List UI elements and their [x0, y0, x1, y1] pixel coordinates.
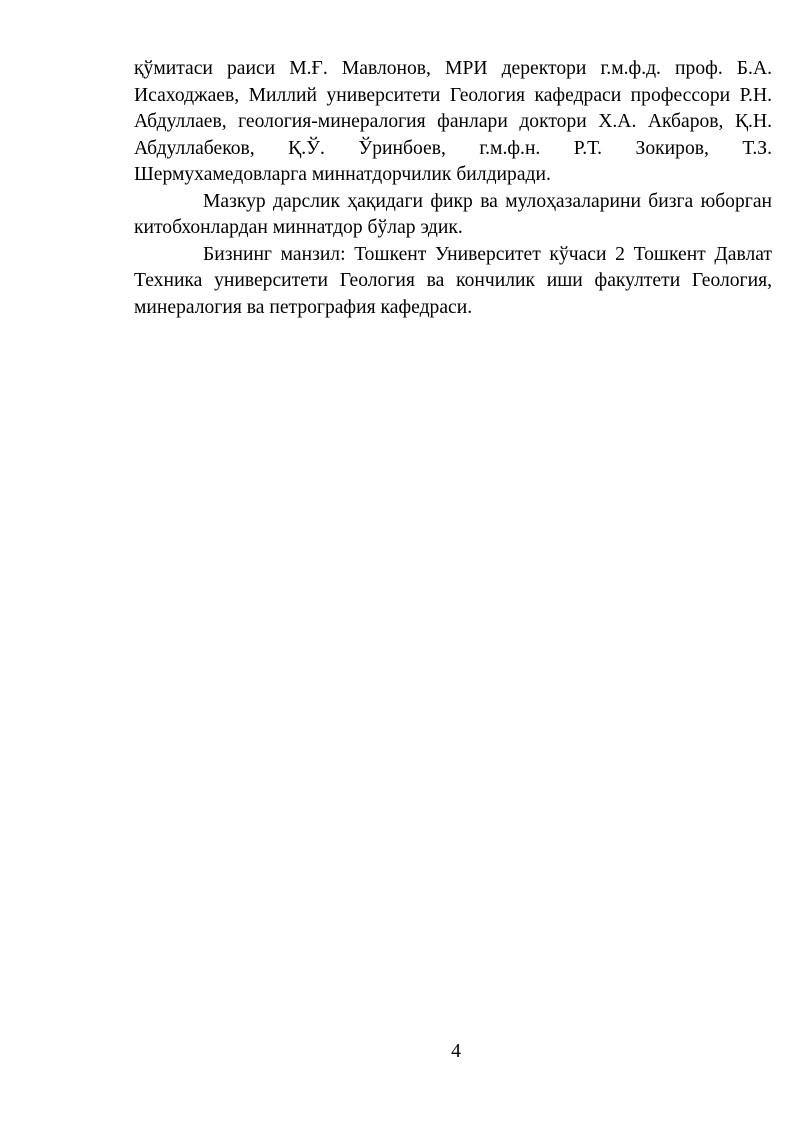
body-text [134, 56, 772, 321]
page-number: 4 [451, 1041, 461, 1062]
paragraph-address: Бизнинг манзил: Тошкент Университет кўчаси 2 Тошкент Давлат Техника университети Геология ва кончилик иши факултети Геология, минералогия ва петрография кафедраси. [134, 243, 772, 318]
page-number-container [56, 1039, 800, 1065]
paragraph-feedback: Мазкур дарслик ҳақидаги фикр ва мулоҳазаларини бизга юборган китобхонлардан миннатдор бўлар эдик. [134, 190, 772, 238]
paragraph-acknowledgements: қўмитаси раиси М.Ғ. Мавлонов, МРИ деректори г.м.ф.д. проф. Б.А. Исаходжаев, Миллий университети Геология кафедраси профессори Р.Н. Абдуллаев, геология-минералогия фанлари доктори Х.А. Акбаров, Қ.Н. Абдуллабеков, Қ.Ў. Ўринбоев, г.м.ф.н. Р.Т. Зокиров, Т.З. Шермухамедовларга миннатдорчилик билдиради. [134, 58, 772, 185]
